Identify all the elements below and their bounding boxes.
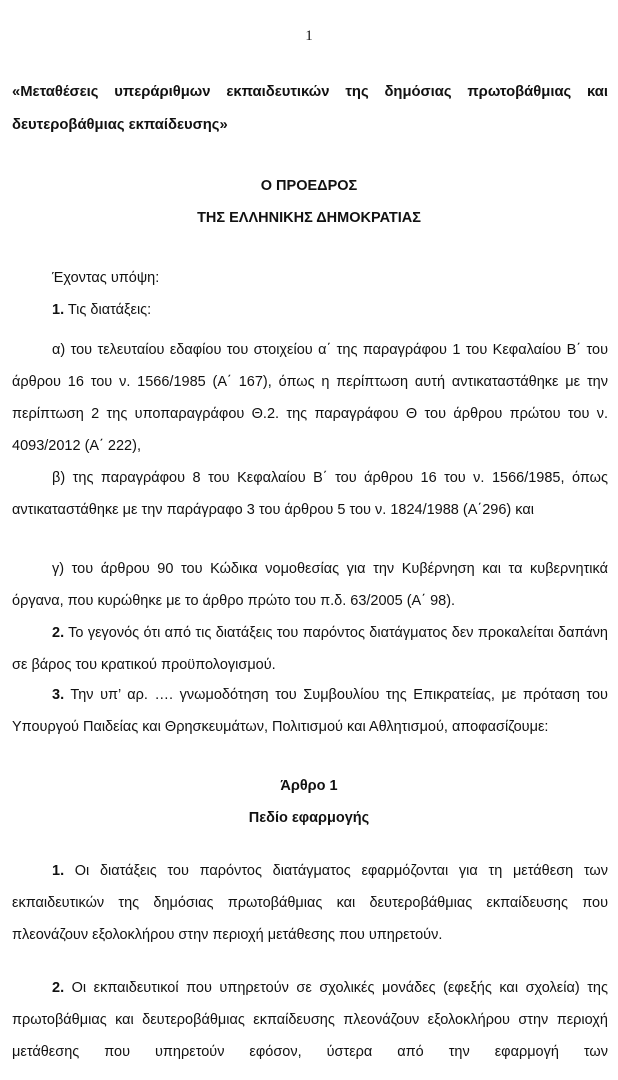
sub-item-a: α) του τελευταίου εδαφίου του στοιχείου α΄ της παραγράφου 1 του Κεφαλαίου Β΄ του άρθρου 16 του ν. 1566/1985 (Α΄ 167), όπως η περίπτωση αυτή αντικαταστάθηκε με την περίπτωση 2 της υποπαραγράφου Θ.2. της παραγράφου Θ του άρθρου πρώτου του ν. 4093/2012 (Α΄ 222),: [12, 342, 608, 454]
sub-item-b: β) της παραγράφου 8 του Κεφαλαίου Β΄ του άρθρου 16 του ν. 1566/1985, όπως αντικαταστάθηκε με την παράγραφο 3 του άρθρου 5 του ν. 1824/1988 (Α΄296) και: [12, 470, 608, 518]
heading-republic: ΤΗΣ ΕΛΛΗΝΙΚΗΣ ΔΗΜΟΚΡΑΤΙΑΣ: [197, 210, 421, 226]
item-2-text: Το γεγονός ότι από τις διατάξεις του παρόντος διατάγματος δεν προκαλείται δαπάνη σε βάρος του κρατικού προϋπολογισμού.: [12, 625, 608, 673]
item-2-number: 2.: [52, 625, 65, 641]
art1-p1-number: 1.: [52, 863, 65, 879]
page-number: 1: [305, 28, 313, 44]
item-1-text: Τις διατάξεις:: [64, 302, 152, 318]
intro-text: Έχοντας υπόψη:: [52, 270, 160, 286]
item-3: [12, 679, 608, 743]
item-2: [12, 617, 608, 681]
sub-item-c: γ) του άρθρου 90 του Κώδικα νομοθεσίας για την Κυβέρνηση και τα κυβερνητικά όργανα, που κυρώθηκε με το άρθρο πρώτο του π.δ. 63/2005 (Α΄ 98).: [12, 561, 608, 609]
article-subtitle: Πεδίο εφαρμογής: [248, 810, 370, 826]
heading-president: Ο ΠΡΟΕΔΡΟΣ: [260, 178, 358, 194]
item-1-number: 1.: [52, 302, 65, 318]
document-title: «Μεταθέσεις υπεράριθμων εκπαιδευτικών της δημόσιας πρωτοβάθμιας και δευτεροβάθμιας εκπαίδευσης»: [12, 84, 608, 133]
art1-p2-number: 2.: [52, 980, 65, 996]
item-3-number: 3.: [52, 687, 65, 703]
item-1: [52, 302, 151, 318]
item-3-text: Την υπ’ αρ. …. γνωμοδότηση του Συμβουλίου της Επικρατείας, με πρόταση του Υπουργού Παιδείας και Θρησκευμάτων, Πολιτισμού και Αθλητισμού, αποφασίζουμε:: [12, 687, 608, 735]
article-title: Άρθρο 1: [280, 778, 338, 794]
art1-p2-text: Οι εκπαιδευτικοί που υπηρετούν σε σχολικές μονάδες (εφεξής και σχολεία) της πρωτοβάθμιας και δευτεροβάθμιας εκπαίδευσης πλεονάζουν εξολοκλήρου στην περιοχή μετάθεσης που υπηρετούν εφόσον, ύστερα από την εφαρμογή των: [12, 980, 608, 1060]
article-1-paragraph-2: [12, 972, 608, 1068]
art1-p1-text: Οι διατάξεις του παρόντος διατάγματος εφαρμόζονται για τη μετάθεση των εκπαιδευτικών της δημόσιας πρωτοβάθμιας και δευτεροβάθμιας εκπαίδευσης που πλεονάζουν εξολοκλήρου στην περιοχή μετάθεσης που υπηρετούν.: [12, 863, 608, 943]
article-1-paragraph-1: [12, 855, 608, 951]
